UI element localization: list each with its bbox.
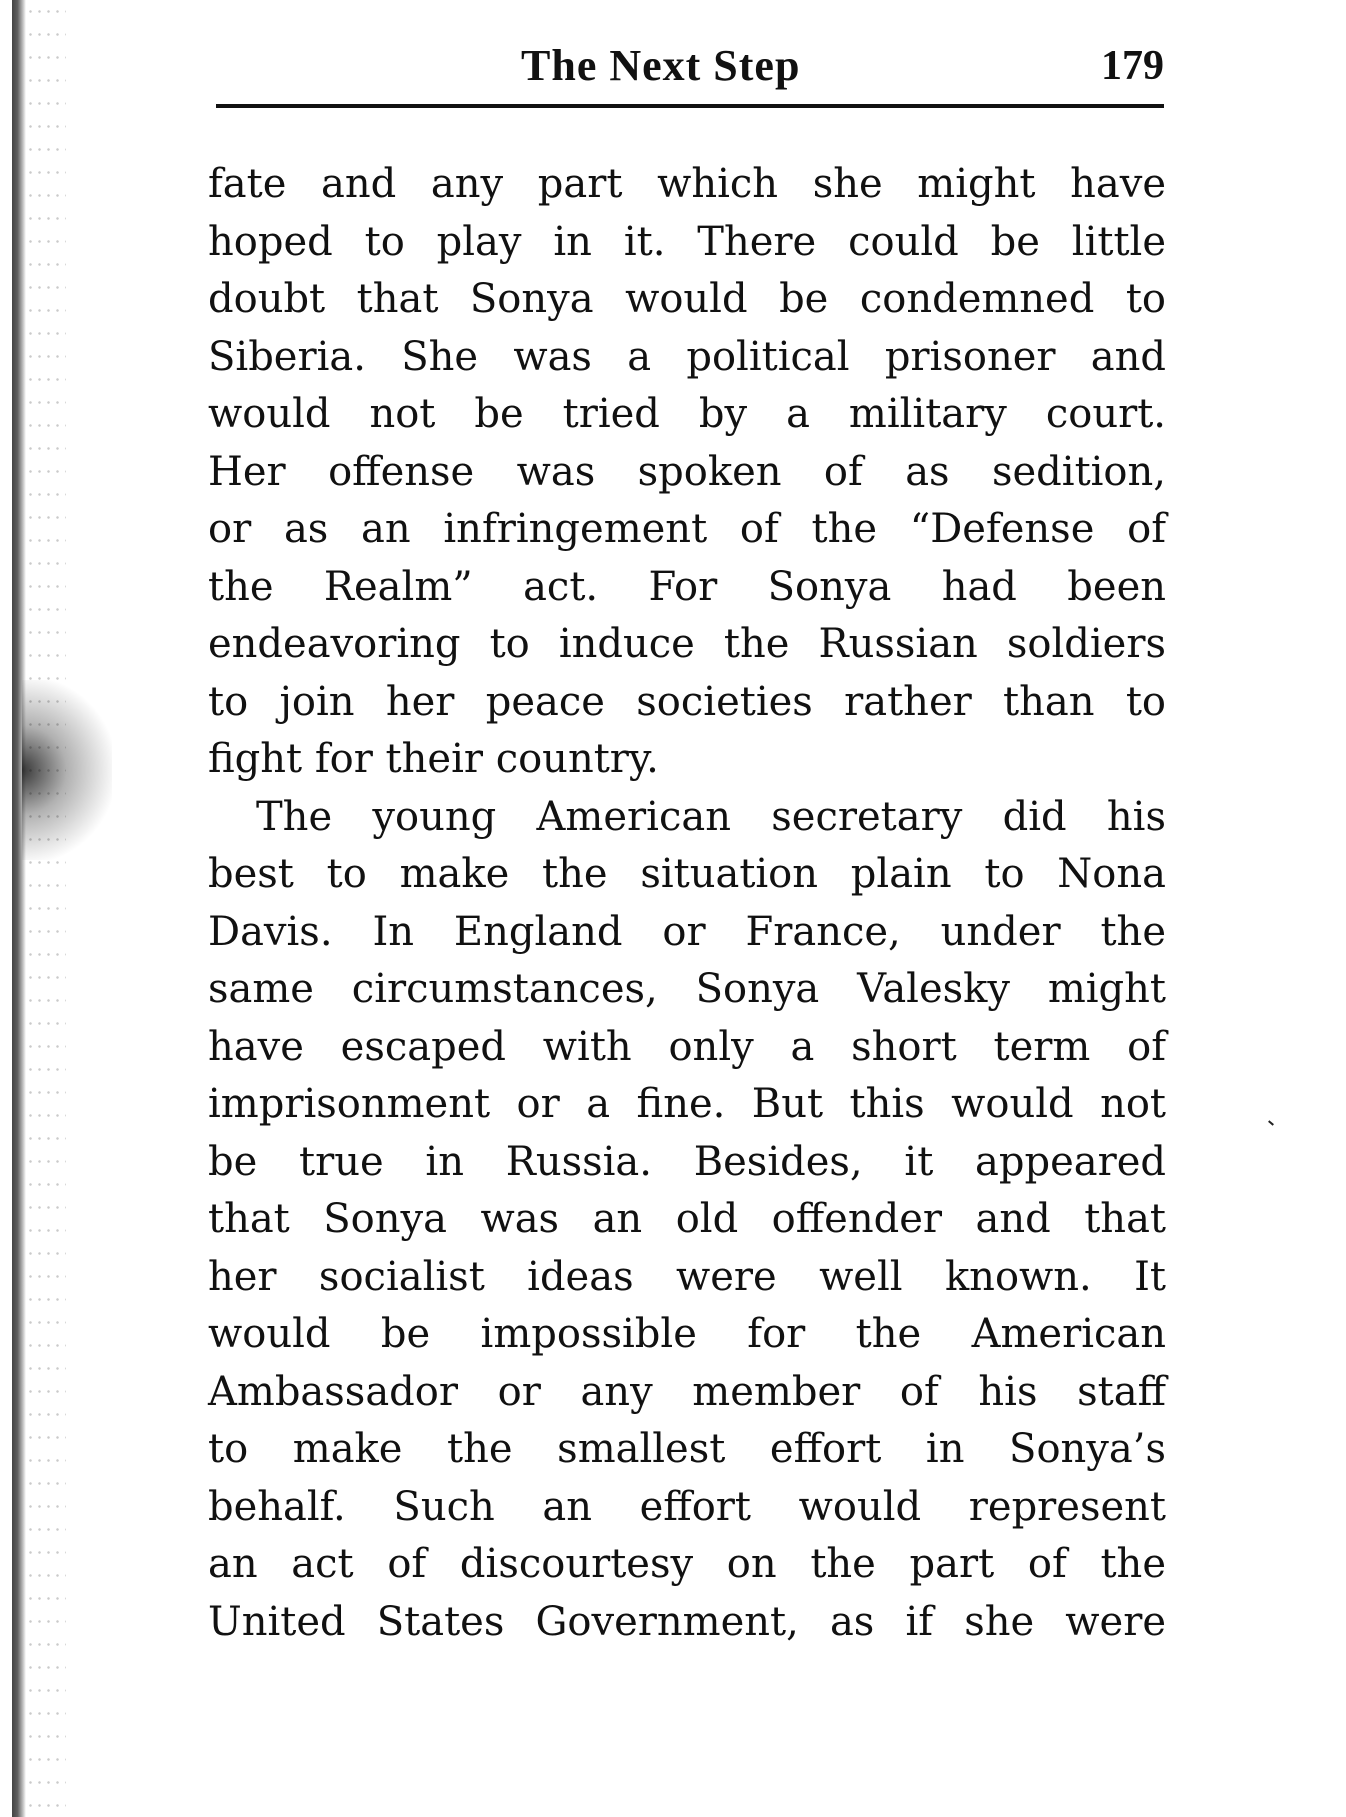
text-line: the Realm” act. For Sonya had been [208,563,1166,610]
header-rule [216,104,1164,108]
text-line: doubt that Sonya would be condemned to [208,276,1166,322]
text-line: have escaped with only a short term of [208,1023,1166,1070]
text-line: The young American secretary did his [256,793,1166,840]
text-line: Davis. In England or France, under the [208,908,1166,955]
text-line: Ambassador or any member of his staff [208,1368,1166,1415]
text-line: that Sonya was an old offender and that [208,1196,1166,1242]
text-line: to make the smallest effort in Sonya’s [208,1426,1166,1472]
text-line: Her offense was spoken of as sedition, [208,448,1166,495]
text-line: same circumstances, Sonya Valesky might [208,966,1166,1012]
text-line: be true in Russia. Besides, it appeared [208,1138,1166,1185]
text-line: an act of discourtesy on the part of the [208,1541,1166,1587]
running-title: The Next Step [521,41,801,90]
text-line: best to make the situation plain to Nona [208,851,1166,897]
text-line: imprisonment or a fine. But this would not [208,1081,1166,1127]
text-line: fate and any part which she might have [208,161,1166,207]
text-line: endeavoring to induce the Russian soldiers [208,621,1166,667]
page-binding-edge [12,0,26,1817]
text-line: or as an infringement of the “Defense of [208,506,1166,552]
running-header [216,40,1164,98]
page-number: 179 [1101,43,1164,89]
text-line: her socialist ideas were well known. It [208,1253,1166,1300]
text-line: would not be tried by a military court. [208,391,1166,437]
text-line: would be impossible for the American [208,1311,1166,1357]
text-line: Siberia. She was a political prisoner and [208,333,1166,380]
text-line: United States Government, as if she were [208,1598,1166,1645]
scan-mark [1268,1120,1274,1125]
scan-specks [26,0,66,1817]
text-line: behalf. Such an effort would represent [208,1483,1166,1530]
text-line: fight for their country. [208,736,659,782]
page-body [208,156,1166,1651]
text-line: to join her peace societies rather than to [208,678,1166,725]
text-line: hoped to play in it. There could be little [208,218,1166,265]
